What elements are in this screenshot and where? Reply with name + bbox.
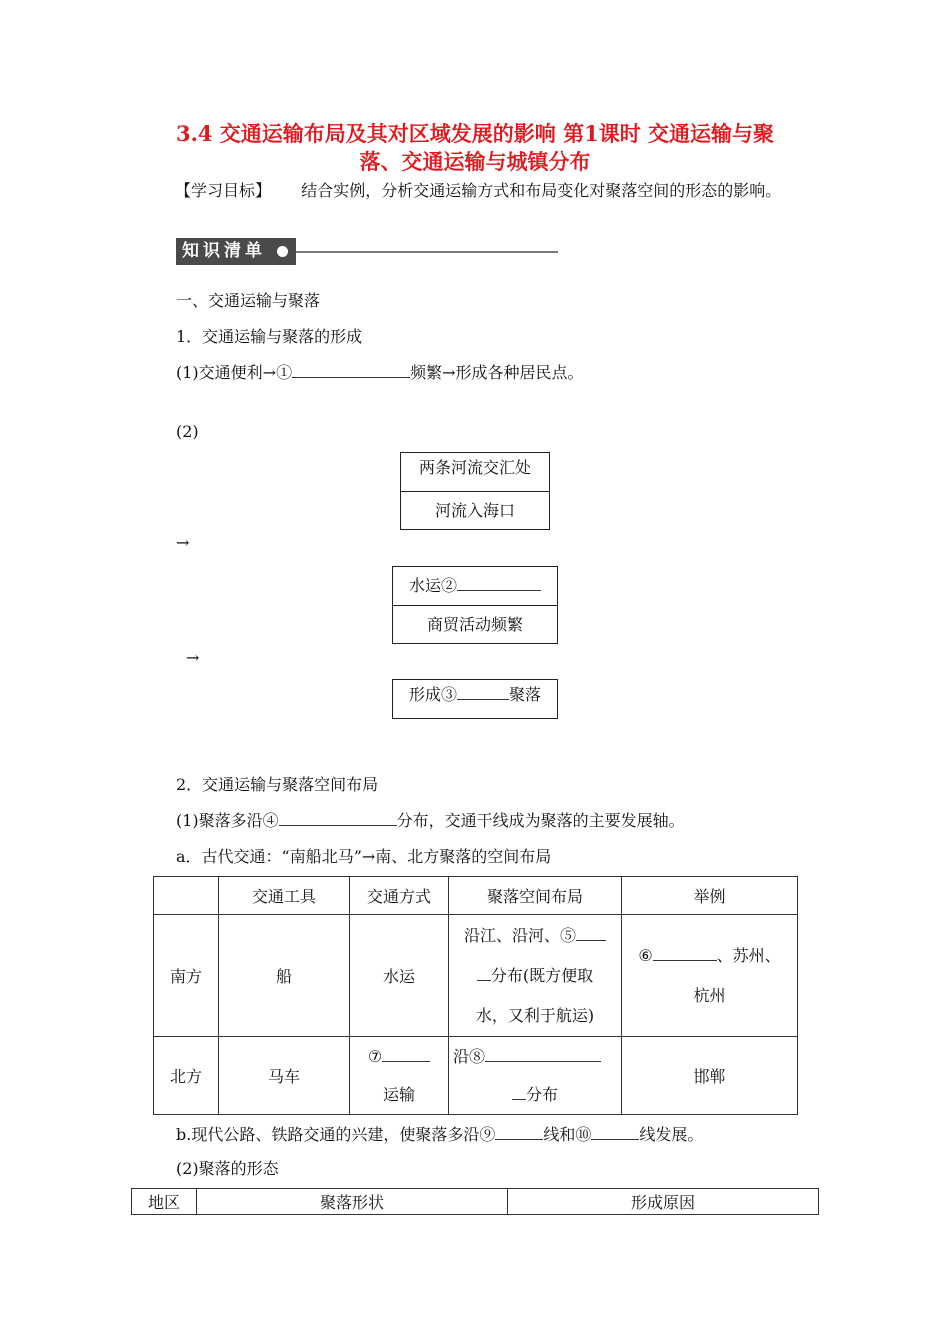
table2-header-region: 地区 xyxy=(132,1189,197,1215)
south-layout-3: 水，又利于航运) xyxy=(475,1005,595,1025)
p5-c: 线发展。 xyxy=(639,1125,704,1144)
paragraph-5 xyxy=(176,1122,703,1145)
title-line-1: 3.4 交通运输布局及其对区域发展的影响 第1课时 交通运输与聚 xyxy=(175,121,775,146)
blank-3 xyxy=(457,683,509,700)
flow-box-2 xyxy=(392,566,558,644)
blank-5b xyxy=(477,964,491,981)
arrow-2: → xyxy=(186,648,200,667)
ancient-transport-table xyxy=(153,876,798,1115)
blank-4 xyxy=(279,809,397,826)
objective-text: 结合实例，分析交通运输方式和布局变化对聚落空间的形态的影响。 xyxy=(301,181,782,200)
table1-header-empty xyxy=(154,877,219,915)
blank-5 xyxy=(576,924,606,941)
p3-prefix: (1)聚落多沿④ xyxy=(176,811,279,830)
north-tool: 马车 xyxy=(219,1037,350,1115)
north-mode-1: ⑦ xyxy=(367,1046,383,1066)
p5-b: 线和⑩ xyxy=(543,1125,592,1144)
document-title xyxy=(120,120,830,176)
paragraph-3 xyxy=(176,808,685,831)
p3-suffix: 分布，交通干线成为聚落的主要发展轴。 xyxy=(396,811,685,830)
box3-text-b: 聚落 xyxy=(509,685,542,704)
north-mode-2: 运输 xyxy=(382,1084,415,1104)
section-label xyxy=(176,238,296,265)
flow-box-3 xyxy=(392,679,558,719)
arrow-1: → xyxy=(176,533,190,552)
blank-1 xyxy=(292,361,410,378)
north-layout xyxy=(449,1037,622,1115)
flow-box-2-item-2: 商贸活动频繁 xyxy=(426,615,523,634)
flow-box-1-item-1: 两条河流交汇处 xyxy=(401,453,549,492)
heading-1-2: 2．交通运输与聚落空间布局 xyxy=(176,775,379,794)
table-row xyxy=(154,915,798,1037)
learning-objective xyxy=(175,178,781,201)
settlement-shape-table xyxy=(131,1188,819,1215)
south-region: 南方 xyxy=(154,915,219,1037)
table2-header-shape: 聚落形状 xyxy=(197,1189,508,1215)
south-mode: 水运 xyxy=(350,915,449,1037)
p1-prefix: (1)交通便利→① xyxy=(176,363,293,382)
flow-box-1 xyxy=(400,452,550,530)
blank-8b xyxy=(512,1083,526,1100)
p5-a: b.现代公路、铁路交通的兴建，使聚落多沿⑨ xyxy=(176,1125,496,1144)
box3-text-a: 形成③ xyxy=(408,685,457,704)
section-divider xyxy=(296,251,558,253)
flow-box-1-item-2: 河流入海口 xyxy=(434,501,515,520)
box2-text-a: 水运② xyxy=(409,576,458,595)
flow-box-2-item-1 xyxy=(393,567,557,606)
south-example-1: ⑥ xyxy=(638,945,653,965)
table1-header-tool: 交通工具 xyxy=(219,877,350,915)
objective-label: 【学习目标】 xyxy=(175,181,272,200)
paragraph-1 xyxy=(176,360,584,383)
south-layout-2: 分布(既方便取 xyxy=(490,965,594,985)
section-label-text: 知识清单 xyxy=(182,241,266,261)
north-layout-1: 沿⑧ xyxy=(453,1046,486,1066)
table-row xyxy=(154,1037,798,1115)
table1-header-layout: 聚落空间布局 xyxy=(449,877,622,915)
paragraph-2-label: (2) xyxy=(176,422,199,441)
blank-8 xyxy=(485,1045,601,1062)
south-example xyxy=(622,915,798,1037)
heading-1-1: 1．交通运输与聚落的形成 xyxy=(176,327,363,346)
bullet-icon xyxy=(277,246,288,257)
south-example-3: 杭州 xyxy=(693,985,726,1005)
north-region: 北方 xyxy=(154,1037,219,1115)
heading-1: 一、交通运输与聚落 xyxy=(176,291,321,310)
blank-10 xyxy=(591,1123,639,1140)
p1-suffix: 频繁→形成各种居民点。 xyxy=(410,363,584,382)
flow-box-3-item-1 xyxy=(393,680,557,718)
blank-2 xyxy=(457,574,541,591)
blank-9 xyxy=(495,1123,543,1140)
paragraph-4: a．古代交通：“南船北马”→南、北方聚落的空间布局 xyxy=(176,847,552,866)
table1-header-mode: 交通方式 xyxy=(350,877,449,915)
south-tool: 船 xyxy=(219,915,350,1037)
south-layout xyxy=(449,915,622,1037)
table1-header-example: 举例 xyxy=(622,877,798,915)
north-layout-2: 分布 xyxy=(525,1084,558,1104)
paragraph-6: (2)聚落的形态 xyxy=(176,1159,279,1178)
title-line-2: 落、交通运输与城镇分布 xyxy=(359,149,591,174)
north-example: 邯郸 xyxy=(622,1037,798,1115)
blank-6 xyxy=(653,944,717,961)
north-mode xyxy=(350,1037,449,1115)
blank-7 xyxy=(382,1045,430,1062)
south-example-2: 、苏州、 xyxy=(716,945,781,965)
table2-header-cause: 形成原因 xyxy=(508,1189,819,1215)
south-layout-1: 沿江、沿河、⑤ xyxy=(463,925,576,945)
